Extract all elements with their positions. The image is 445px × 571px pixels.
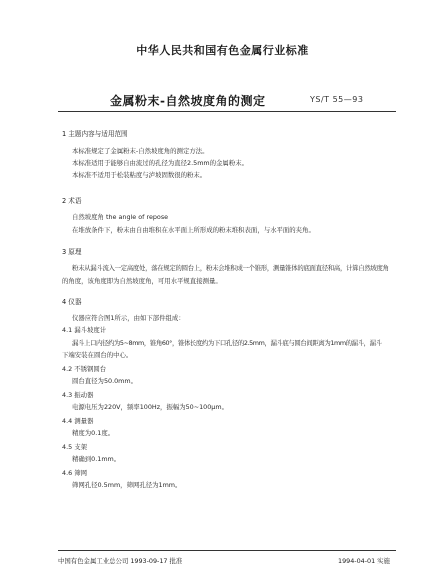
section-3-line: 的角度，该角度即为自然坡度角，可用水平规直接测量。 [62, 277, 222, 285]
section-2-heading: 2 术语 [62, 197, 82, 205]
subsection-4-1-heading: 4.1 漏斗坡度计 [62, 326, 107, 334]
subsection-4-4-heading: 4.4 测量器 [62, 417, 94, 425]
standard-category-title: 中华人民共和国有色金属行业标准 [136, 44, 309, 57]
document-title: 金属粉末-自然坡度角的测定 [110, 94, 266, 108]
section-1-heading: 1 主题内容与适用范围 [62, 130, 128, 138]
section-1-line: 本标准不适用于松装粘度与泸坡固数很的粉末。 [72, 171, 207, 179]
subsection-4-2-heading: 4.2 不锈钢圆台 [62, 365, 107, 373]
section-1-line: 本标准规定了金属粉末-自然坡度角的测定方法。 [72, 147, 209, 155]
approval-info: 中国有色金属工业总公司 1993-09-17 批准 [58, 557, 183, 565]
section-4-line: 仪器应符合图1所示，由如下部件组成： [72, 314, 185, 322]
footer-divider [58, 550, 396, 551]
subsection-4-6-heading: 4.6 筛网 [62, 469, 87, 477]
section-4-line: 电源电压为220V，频率100Hz，振幅为50~100μm。 [72, 403, 228, 411]
section-3-line: 粉末从漏斗流入一定高度处，落在规定的圆台上，粉末会堆积成一个锥形，测量锥体的底面直径和高，计算自然坡度角 [72, 264, 389, 272]
section-2-line: 在堆放条件下，粉末由自由堆积在水平面上所形成的粉末堆积表面，与水平面的夹角。 [72, 226, 315, 234]
subsection-4-3-heading: 4.3 振动器 [62, 391, 94, 399]
section-4-line: 精确到0.1mm。 [72, 455, 121, 463]
section-2-line: 自然坡度角 the angle of repose [72, 213, 169, 221]
section-4-heading: 4 仪器 [62, 298, 82, 306]
section-4-line: 筛网孔径0.5mm，筛网孔径为1mm。 [72, 481, 182, 489]
section-4-line: 精度为0.1度。 [72, 429, 115, 437]
section-4-line: 下端安装在圆台的中心。 [62, 351, 133, 359]
implementation-date: 1994-04-01 实施 [338, 557, 390, 565]
section-3-heading: 3 原理 [62, 248, 82, 256]
standard-code: YS/T 55—93 [310, 95, 364, 104]
section-4-line: 圆台直径为50.0mm。 [72, 377, 138, 385]
title-divider [58, 111, 396, 112]
section-1-line: 本标准适用于能够自由流过的孔径为直径2.5mm的金属粉末。 [72, 159, 248, 167]
section-4-line: 漏斗上口内径约为5~8mm，锥角60°，锥体长度约为下口孔径的2.5mm，漏斗底与圆台间距离为1mm的漏斗，漏斗 [72, 339, 382, 347]
subsection-4-5-heading: 4.5 支架 [62, 443, 87, 451]
